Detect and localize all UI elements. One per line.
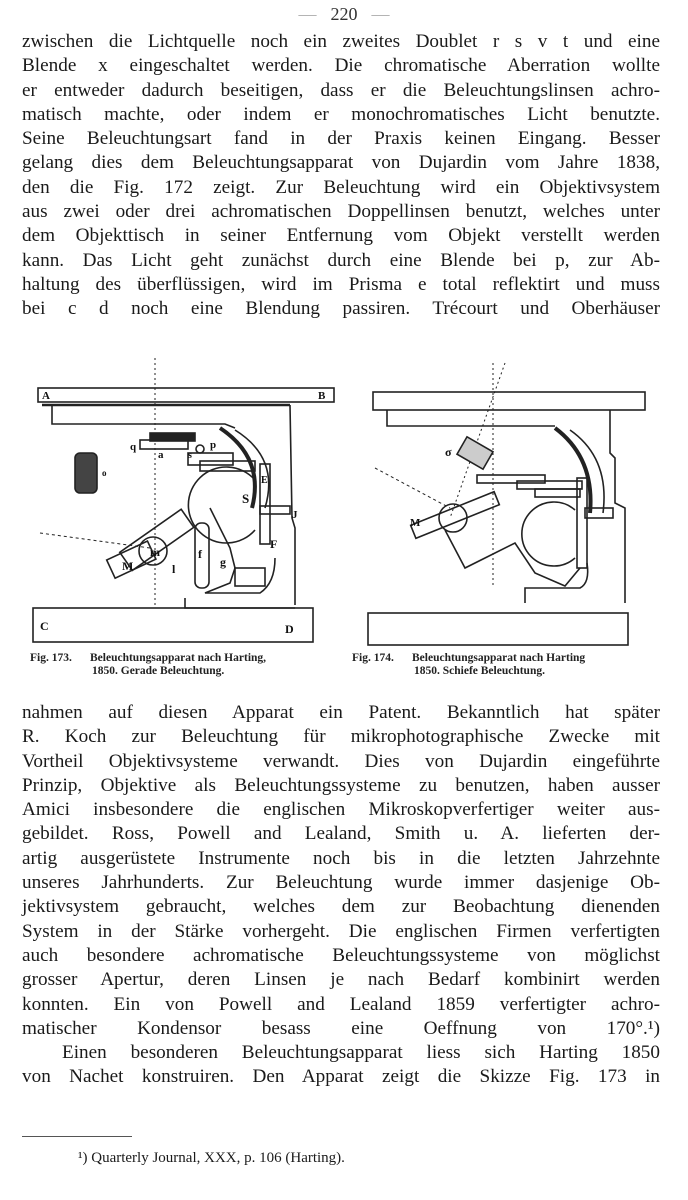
footnote-text: ¹) Quarterly Journal, XXX, p. 106 (Harting).	[78, 1150, 345, 1166]
label-m: m	[150, 545, 160, 559]
text-line: konnten. Ein von Powell and Lealand 1859 verfertigter achro-	[22, 993, 660, 1015]
label-a: a	[158, 449, 164, 461]
label-D: D	[285, 622, 294, 636]
text-line: grosser Apertur, deren Linsen je nach Bedarf kombinirt werden	[22, 969, 660, 991]
text-line: er entweder dadurch beseitigen, dass er die Beleuchtungslinsen achro-	[22, 79, 660, 101]
label-sigma: σ	[445, 445, 452, 459]
caption-line: Beleuchtungsapparat nach Harting	[412, 652, 586, 664]
paragraph-3	[22, 1041, 660, 1090]
text-line: gebildet. Ross, Powell and Lealand, Smith u. A. lieferten der-	[22, 823, 660, 845]
label-C: C	[40, 619, 49, 633]
label-s: s	[188, 450, 192, 461]
text-line: artig ausgerüstete Instrumente noch bis in die letzten Jahrzehnte	[22, 847, 660, 869]
text-line: Blende x eingeschaltet werden. Die chromatische Aberration wollte	[22, 55, 660, 77]
label-f: f	[198, 547, 202, 561]
label-B: B	[318, 390, 326, 402]
label-q: q	[130, 441, 137, 453]
footnote-rule	[22, 1136, 132, 1137]
text-line: auch besondere achromatische Beleuchtungssysteme von möglichst	[22, 944, 660, 966]
text-line: R. Koch zur Beleuchtung für mikrophotographische Zwecke mit	[22, 726, 660, 748]
label-J: J	[292, 509, 298, 521]
text-line: nahmen auf diesen Apparat ein Patent. Bekanntlich hat später	[22, 702, 660, 723]
text-line: bei c d noch eine Blendung passiren. Trécourt und Oberhäuser	[22, 298, 660, 320]
label-o: o	[102, 468, 107, 478]
label-M: M	[122, 559, 134, 573]
text-line: unseres Jahrhunderts. Zur Beleuchtung wurde immer dasjenige Ob-	[22, 872, 660, 894]
text-line: Amici insbesondere die englischen Mikroskopverfertiger weiter aus-	[22, 799, 660, 821]
text-line: zwischen die Lichtquelle noch ein zweites Doublet r s v t und eine	[22, 31, 660, 52]
page-number: — 220 —	[298, 4, 390, 24]
figure-173-caption	[30, 652, 266, 678]
caption-line: Beleuchtungsapparat nach Harting,	[90, 652, 267, 664]
figure-173-diagram	[30, 358, 340, 648]
text-line: Vortheil Objektivsysteme verwandt. Dies von Dujardin eingeführte	[22, 750, 660, 772]
text-line: matisch machte, oder indem er monochromatisches Licht benutzte.	[22, 103, 660, 125]
figure-174-caption	[352, 652, 585, 678]
figure-number: Fig. 173.	[30, 652, 72, 664]
text-line: Prinzip, Objektive als Beleuchtungssysteme zu benutzen, haben ausser	[22, 774, 660, 796]
label-F: F	[270, 537, 278, 551]
caption-line: 1850. Gerade Beleuchtung.	[92, 665, 225, 677]
label-M: M	[410, 517, 421, 529]
footnote	[22, 1148, 660, 1168]
text-line: Einen besonderen Beleuchtungsapparat liess sich Harting 1850	[62, 1042, 660, 1063]
text-line: aus zwei oder drei achromatischen Doppellinsen benutzt, welches unter	[22, 201, 660, 223]
label-E: E	[261, 475, 268, 486]
text-line: haltung des überflüssigen, wird im Prisma e total reflektirt und muss	[22, 273, 660, 295]
label-p: p	[210, 439, 217, 451]
text-line: Seine Beleuchtungsart fand in der Praxis keinen Eingang. Besser	[22, 128, 660, 150]
label-S: S	[242, 491, 250, 506]
text-line: matischer Kondensor besass eine Oeffnung von 170°.¹)	[22, 1017, 660, 1039]
figure-174-diagram	[365, 358, 670, 648]
paragraph-1	[22, 30, 660, 322]
caption-line: 1850. Schiefe Beleuchtung.	[414, 665, 545, 677]
label-l: l	[172, 562, 176, 576]
text-line: kann. Das Licht geht zunächst durch eine Blende bei p, zur Ab-	[22, 249, 660, 271]
text-line: von Nachet konstruiren. Den Apparat zeigt die Skizze Fig. 173 in	[22, 1066, 660, 1088]
figure-number: Fig. 174.	[352, 652, 394, 664]
paragraph-2	[22, 701, 660, 1041]
label-g: g	[220, 555, 226, 569]
page-number-text: 220	[330, 4, 358, 24]
label-A: A	[42, 390, 50, 402]
text-line: dem Objekttisch in seiner Entfernung vom Objekt verstellt werden	[22, 225, 660, 247]
text-line: jektivsystem gebraucht, welches dem zur Beobachtung dienenden	[22, 896, 660, 918]
text-line: System in der Stärke vorhergeht. Die englischen Firmen verfertigten	[22, 920, 660, 942]
text-line: den die Fig. 172 zeigt. Zur Beleuchtung wird ein Objektivsystem	[22, 176, 660, 198]
text-line: gelang dies dem Beleuchtungsapparat von Dujardin vom Jahre 1838,	[22, 152, 660, 174]
